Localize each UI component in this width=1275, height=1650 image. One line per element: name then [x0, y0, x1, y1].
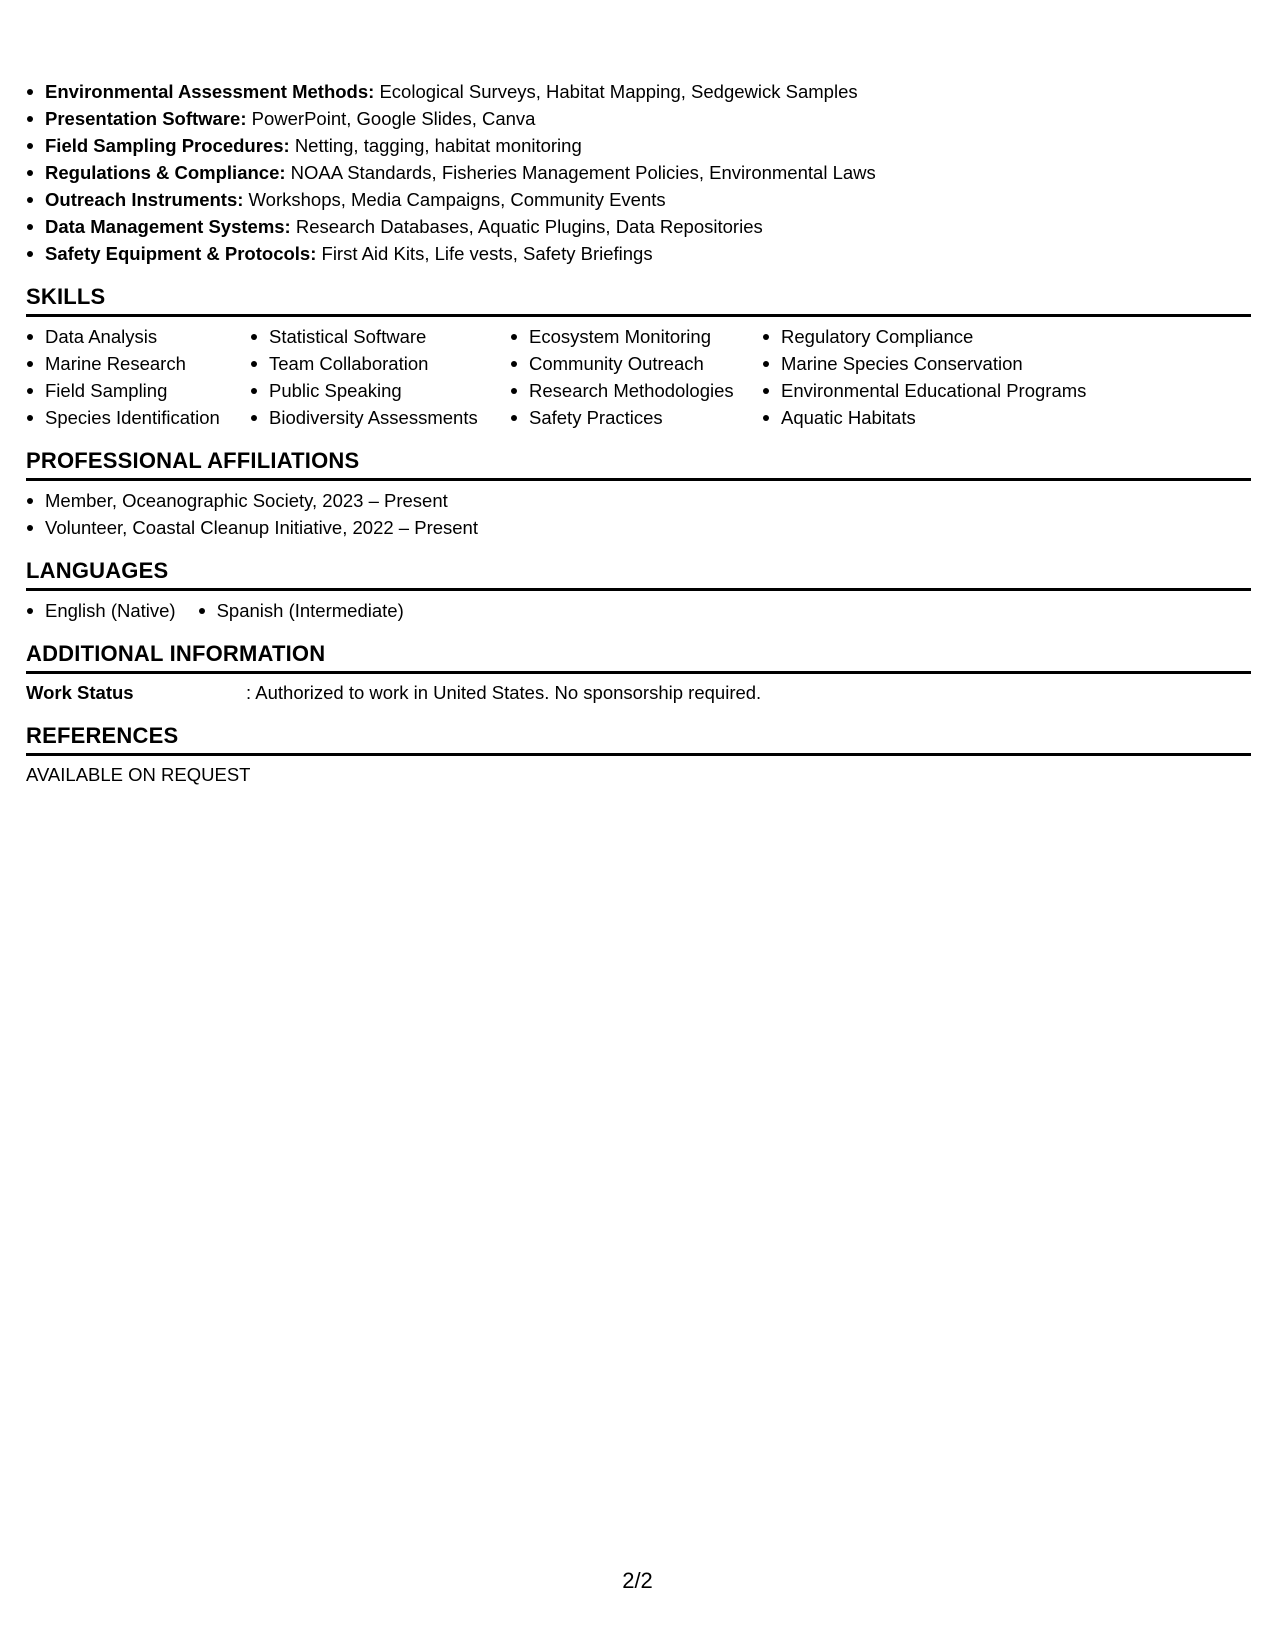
work-status-label: Work Status — [26, 682, 134, 703]
tools-item-label: Outreach Instruments: — [45, 189, 244, 210]
affiliations-list — [26, 487, 1251, 541]
skill-item: Research Methodologies — [510, 377, 762, 404]
resume-content — [26, 78, 1251, 788]
affiliation-item: Volunteer, Coastal Cleanup Initiative, 2022 – Present — [26, 514, 1251, 541]
tools-item-value: Ecological Surveys, Habitat Mapping, Sedgewick Samples — [379, 81, 858, 102]
references-text: AVAILABLE ON REQUEST — [26, 764, 251, 785]
languages-list — [26, 597, 1251, 624]
section-heading-affiliations: PROFESSIONAL AFFILIATIONS — [26, 447, 1251, 481]
tools-item-label: Field Sampling Procedures: — [45, 135, 290, 156]
work-status-row — [26, 680, 1251, 706]
skill-item: Species Identification — [26, 404, 250, 431]
skill-item: Public Speaking — [250, 377, 510, 404]
skills-column — [250, 323, 510, 431]
skill-item: Safety Practices — [510, 404, 762, 431]
skills-column — [26, 323, 250, 431]
skill-item: Ecosystem Monitoring — [510, 323, 762, 350]
tools-item-value: Netting, tagging, habitat monitoring — [294, 135, 582, 156]
tools-item-label: Regulations & Compliance: — [45, 162, 286, 183]
tools-item-label: Data Management Systems: — [45, 216, 291, 237]
additional-section — [26, 640, 1251, 706]
skill-item: Marine Species Conservation — [762, 350, 1122, 377]
skill-item: Regulatory Compliance — [762, 323, 1122, 350]
skill-item: Team Collaboration — [250, 350, 510, 377]
page-number: 2/2 — [622, 1568, 653, 1593]
section-heading-skills: SKILLS — [26, 283, 1251, 317]
tools-item — [26, 132, 1251, 159]
tools-item-value: Research Databases, Aquatic Plugins, Data Repositories — [295, 216, 763, 237]
tools-list — [26, 78, 1251, 267]
tools-item-value: PowerPoint, Google Slides, Canva — [251, 108, 536, 129]
tools-item-label: Environmental Assessment Methods: — [45, 81, 375, 102]
skill-item: Field Sampling — [26, 377, 250, 404]
tools-item — [26, 240, 1251, 267]
languages-section — [26, 557, 1251, 624]
skill-item: Biodiversity Assessments — [250, 404, 510, 431]
skills-grid — [26, 323, 1251, 431]
skill-item: Environmental Educational Programs — [762, 377, 1122, 404]
work-status-value: : Authorized to work in United States. No sponsorship required. — [246, 682, 762, 703]
skill-item: Aquatic Habitats — [762, 404, 1122, 431]
tools-item-label: Safety Equipment & Protocols: — [45, 243, 317, 264]
section-heading-additional: ADDITIONAL INFORMATION — [26, 640, 1251, 674]
references-section — [26, 722, 1251, 788]
section-heading-references: REFERENCES — [26, 722, 1251, 756]
tools-item — [26, 78, 1251, 105]
language-item: Spanish (Intermediate) — [198, 597, 404, 624]
affiliations-section — [26, 447, 1251, 541]
tools-item — [26, 213, 1251, 240]
tools-item-value: NOAA Standards, Fisheries Management Policies, Environmental Laws — [290, 162, 876, 183]
skill-item: Statistical Software — [250, 323, 510, 350]
tools-item — [26, 159, 1251, 186]
tools-item — [26, 186, 1251, 213]
skill-item: Marine Research — [26, 350, 250, 377]
skill-item: Data Analysis — [26, 323, 250, 350]
skills-section — [26, 283, 1251, 431]
skill-item: Community Outreach — [510, 350, 762, 377]
tools-item-label: Presentation Software: — [45, 108, 247, 129]
tools-item-value: First Aid Kits, Life vests, Safety Briefings — [321, 243, 653, 264]
section-heading-languages: LANGUAGES — [26, 557, 1251, 591]
tools-item-value: Workshops, Media Campaigns, Community Events — [248, 189, 666, 210]
skills-column — [510, 323, 762, 431]
skills-column — [762, 323, 1122, 431]
affiliation-item: Member, Oceanographic Society, 2023 – Present — [26, 487, 1251, 514]
tools-item — [26, 105, 1251, 132]
language-item: English (Native) — [26, 597, 176, 624]
